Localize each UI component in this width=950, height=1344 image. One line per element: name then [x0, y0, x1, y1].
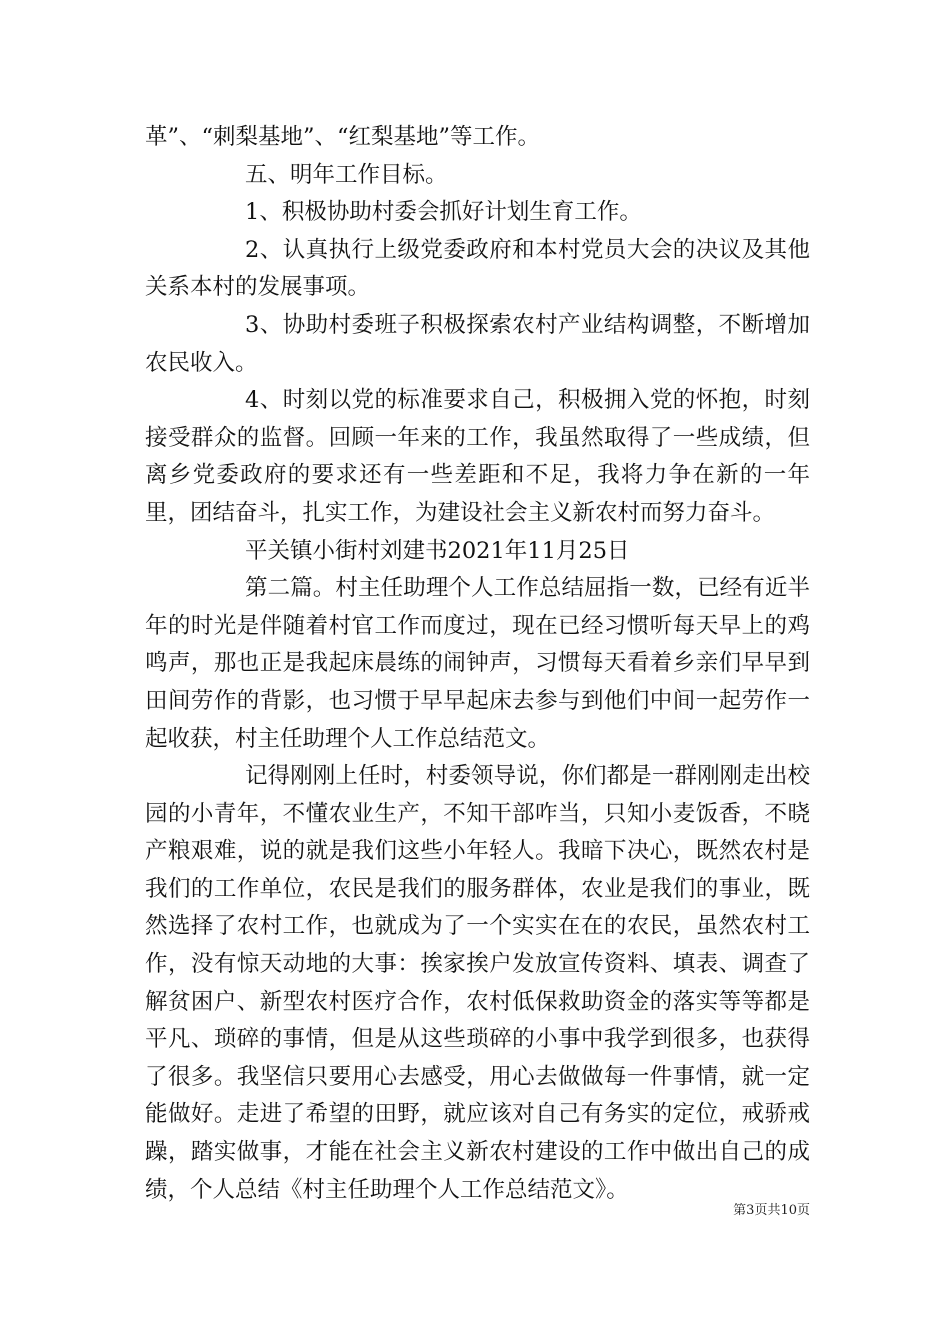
- paragraph-1: 革”、“刺梨基地”、“红梨基地”等工作。: [145, 124, 541, 150]
- signature-line: 平关镇小街村刘建书2021年11月25日: [245, 537, 630, 564]
- document-body: [145, 119, 810, 1209]
- paragraph-8: 第二篇。村主任助理个人工作总结屈指一数，已经有近半年的时光是伴随着村官工作而度过，现在已经习惯听每天早上的鸡鸣声，那也正是我起床晨练的闹钟声，习惯每天看着乡亲们早早到田间劳作的背影，也习惯于早早起床去参与到他们中间一起劳作一起收获，村主任助理个人工作总结范文。: [145, 575, 810, 752]
- paragraph-9: 记得刚刚上任时，村委领导说，你们都是一群刚刚走出校园的小青年，不懂农业生产，不知干部咋当，只知小麦饭香，不晓产粮艰难，说的就是我们这些小年轻人。我暗下决心，既然农村是我们的工作单位，农民是我们的服务群体，农业是我们的事业，既然选择了农村工作，也就成为了一个实实在在的农民，虽然农村工作，没有惊天动地的大事：挨家挨户发放宣传资料、填表、调查了解贫困户、新型农村医疗合作，农村低保救助资金的落实等等都是平凡、琐碎的事情，但是从这些琐碎的小事中我学到很多，也获得了很多。我坚信只要用心去感受，用心去做做每一件事情，就一定能做好。走进了希望的田野，就应该对自己有务实的定位，戒骄戒躁，踏实做事，才能在社会主义新农村建设的工作中做出自己的成绩，个人总结《村主任助理个人工作总结范文》。: [145, 763, 810, 1203]
- page-number-footer: 第3页共10页: [733, 1203, 810, 1218]
- paragraph-2: 五、明年工作目标。: [245, 161, 448, 188]
- paragraph-5: 3、协助村委班子积极探索农村产业结构调整，不断增加农民收入。: [145, 311, 810, 376]
- paragraph-6: 4、时刻以党的标准要求自己，积极拥入党的怀抱，时刻接受群众的监督。回顾一年来的工作，我虽然取得了一些成绩，但离乡党委政府的要求还有一些差距和不足，我将力争在新的一年里，团结奋斗，扎实工作，为建设社会主义新农村而努力奋斗。: [145, 387, 810, 526]
- paragraph-3: 1、积极协助村委会抓好计划生育工作。: [245, 199, 642, 226]
- paragraph-4: 2、认真执行上级党委政府和本村党员大会的决议及其他关系本村的发展事项。: [145, 236, 810, 301]
